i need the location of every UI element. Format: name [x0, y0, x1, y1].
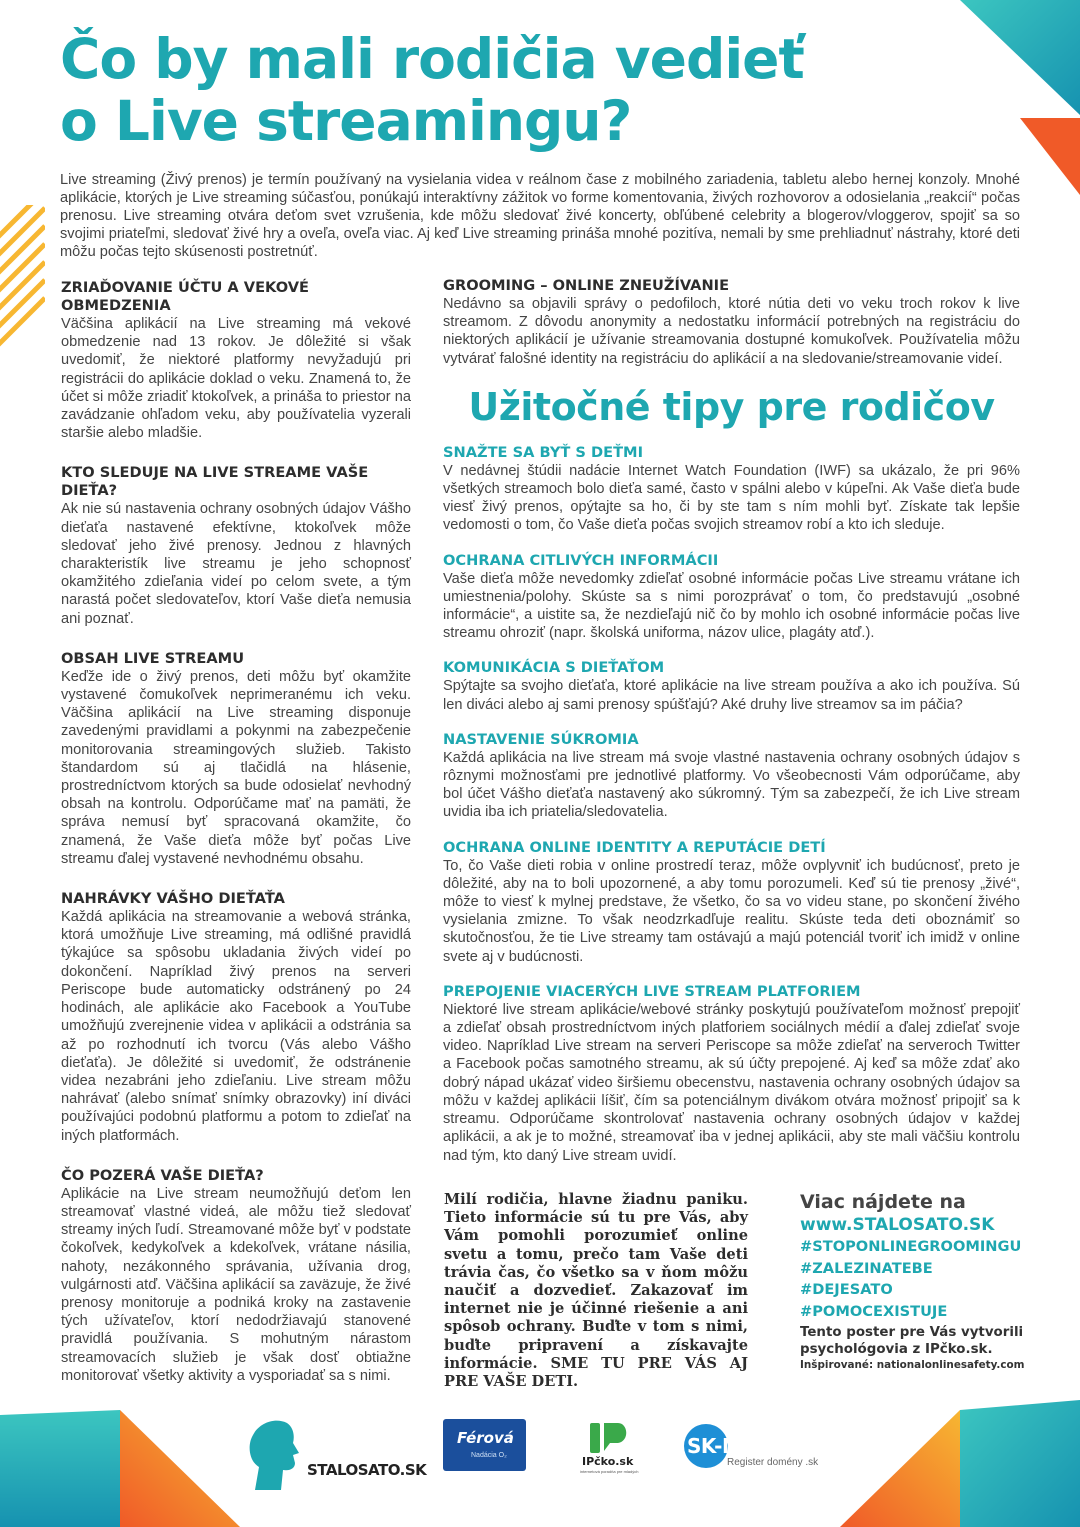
closing-message: Milí rodičia, hlavne žiadnu paniku. Tieto informácie sú tu pre Vás, aby Vám pomohli porozumieť online svetu a tomu, prečo tam Vaše deti trávia čas, čo všetko sa v ňom môžu naučiť a dozvedieť. Zakazovať im internet nie je účinné riešenie a ani spôsob ochrany. Buďte v tom s nimi, buďte pripravení a získavajte informácie. SME TU PRE VÁS AJ PRE VAŠE DETI.	[444, 1191, 748, 1391]
tip-communication	[443, 659, 1020, 713]
tip-heading: PREPOJENIE VIACERÝCH LIVE STREAM PLATFORIEM	[443, 982, 861, 1000]
sknic-logo[interactable]	[683, 1423, 833, 1473]
stalosato-logo[interactable]	[245, 1415, 427, 1490]
website-link[interactable]: www.STALOSATO.SK	[800, 1215, 995, 1235]
section-body: Každá aplikácia na streamovanie a webová stránka, ktorá umožňuje Live streaming, má odlišné pravidlá týkajúce sa spôsobu ukladania živých videí po dokončení. Napríklad živý prenos na serveri Periscope bude automaticky odstránený po 24 hodinách, ale aplikácie ako Facebook a YouTube umožňujú zverejnenie videa v aplikácii a odstránia sa až po rozhodnutí ich tvorcu (Vás alebo Vášho dieťaťa). Je dôležité si uvedomiť, že odstránenie videa nezabráni jeho zdieľaniu. Live stream môžu nahrávať (alebo snímať snímky obrazovky) iní diváci používajúci podobnú platformu a potom to zdieľať na iných platformách.	[61, 909, 411, 1144]
section-body: Väčšina aplikácií na Live streaming má vekové obmedzenie nad 13 rokov. Je dôležité si však uvedomiť, že niektoré platformy nevyžadujú pri registrácii do aplikácie doklad o veku. Znamená to, že účet si môže zriadiť ktokoľvek, a prináša to priestor na zavádzanie ohľadom veku, aby používatelia vyzerali staršie alebo mladšie.	[61, 316, 411, 442]
section-heading: NAHRÁVKY VÁŠHO DIEŤAŤA	[61, 890, 285, 908]
ipcko-logo-text: IPčko.sk	[582, 1455, 634, 1468]
section-heading: ČO POZERÁ VAŠE DIEŤA?	[61, 1166, 264, 1184]
more-info-block	[800, 1190, 1040, 1372]
tip-body: V nedávnej štúdii nadácie Internet Watch Foundation (IWF) sa ukázalo, že pri 96% všetkých streamoch bolo dieťa samé, často v spálni alebo v kúpeľni. Ak Vaše dieťa bude viesť živý prenos, opýtajte sa ho, či by ste tam s ním mohli byť. Získate tak lepšie vedomosti o tom, čo Vaše dieťa počas svojich streamov robí a kto ich sleduje.	[443, 462, 1020, 534]
tip-be-with-children	[443, 444, 1020, 535]
tip-heading: NASTAVENIE SÚKROMIA	[443, 730, 639, 748]
page-title	[60, 28, 960, 152]
tip-body: Spýtajte sa svojho dieťaťa, ktoré aplikácie na live stream používa a ako ich používa. Sú len diváci alebo aj sami prenosy spúšťajú? Aké druhy live streamov sa im páčia?	[443, 678, 1020, 713]
section-body: Keďže ide o živý prenos, deti môžu byť okamžite vystavené čomukoľvek neprimeranému ich veku. Väčšina aplikácií na Live streaming disponuje zavedenými pravidlami a pokynmi na zabezpečenie monitorovania streamingových služieb. Takisto štandardom sú aj tlačidlá na hlásenie, prostredníctvom ktorých sa bude odosielať nevhodný obsah na kontrolu. Odporúčame mať na pamäti, že správa nemusí byť spracovaná okamžite, čo znamená, že Vaše dieťa môže byť počas Live streamu ďalej vystavené nevhodnému obsahu.	[61, 668, 411, 867]
section-heading: KTO SLEDUJE NA LIVE STREAME VAŠE DIEŤA?	[61, 464, 369, 500]
section-body: Ak nie sú nastavenia ochrany osobných údajov Vášho dieťaťa nastavené efektívne, ktokoľvek môže sledovať jeho živé prenosy. Jednou z hlavných charakteristík live streamu je jeho schopnosť okamžitého zdieľania videí po celom svete, a tým narastá počet sledovateľov, ktorí Vaše dieťa nemusia ani poznať.	[61, 501, 411, 627]
tips-title: Užitočné tipy pre rodičov	[468, 384, 995, 429]
tip-body: To, čo Vaše dieti robia v online prostredí teraz, môže ovplyvniť ich budúcnosť, preto je dôležité, aby na to boli upozornené, a aby tomu porozumeli. Keď sú tie prenosy „živé“, môže to viesť k mylnej predstave, že všetko, čo sa vo videu stane, po skončení živého vysielania zmizne. To však neodzrkadľuje realitu. Skúste teda deti oboznámiť so skutočnosťou, že tie Live streamy tam ostávajú a majú potenciál tvoriť ich imidž v online svete aj v budúcnosti.	[443, 857, 1020, 965]
ipcko-logo[interactable]	[580, 1419, 640, 1477]
section-grooming	[443, 277, 1020, 368]
hashtag[interactable]: #POMOCEXISTUJE	[800, 1302, 948, 1320]
section-content	[61, 650, 411, 868]
right-column	[443, 277, 1020, 1182]
inspired-text: Inšpirované: nationalonlinesafety.com	[800, 1359, 1025, 1371]
stalosato-logo-text: STALOSATO.SK	[307, 1461, 427, 1479]
tip-heading: OCHRANA CITLIVÝCH INFORMÁCII	[443, 551, 719, 569]
title-line-1: Čo by mali rodičia vedieť	[60, 27, 804, 91]
section-heading: ZRIAĎOVANIE ÚČTU A VEKOVÉ OBMEDZENIA	[61, 279, 309, 314]
left-stripes-decoration	[0, 205, 45, 355]
section-body: Aplikácie na Live stream neumožňujú deťom len streamovať vlastné videá, ale môžu tiež sledovať streamy iných ľudí. Streamované môže byť v podstate čokoľvek, kedykoľvek a kdekoľvek, vrátane násilia, nahoty, nezákonného správania, užívania drog, vulgárnosti atď. Väčšina aplikácií sa zaväzuje, že živé prenosy monitoruje a podniká kroky na zastavenie tých užívateľov, ktorí nedodržiavajú stanovené pravidlá používania. S mohutným nárastom streamovacích služieb je však dosť obtiažne monitorovať všetky aktivity a vysporiadať sa s nimi.	[61, 1185, 411, 1384]
ipcko-mark-icon	[588, 1419, 632, 1453]
tip-heading: KOMUNIKÁCIA S DIEŤAŤOM	[443, 659, 665, 677]
tip-body: Každá aplikácia na live stream má svoje vlastné nastavenia ochrany osobných údajov s rôznymi možnosťami pre jednotlivé platformy. Vo všeobecnosti Vám odporúčame, aby bol účet Vášho dieťaťa nastavený ako súkromný. Tým sa zabezpečí, že ich Live stream uvidia iba ich priatelia/sledovatelia.	[443, 749, 1020, 821]
tip-privacy-settings	[443, 731, 1020, 822]
tip-body: Niektoré live stream aplikácie/webové stránky poskytujú používateľom možnosť prepojiť a zdieľať obsah prostredníctvom iných platforiem sociálnych médií a ďalej zdieľať svoje video. Napríklad Live stream na serveri Periscope sa môže zdieľať na serveroch Twitter a Facebook počas samotného streamu, ak sú účty prepojené. Aj keď sa môže zdať ako dobrý nápad ukázať video širšiemu obecenstvu, nastavenia ochrany osobných údajov sa môžu v každej aplikácii líšiť, čím sa potenciálnym divákom otvára možnosť pripojiť sa k streamu. Odporúčame skontrolovať nastavenia ochrany osobných údajov v každej aplikácii, a ak je to možné, streamovať iba v jednej aplikácii, aby ste mali väčšiu kontrolu nad tým, kto daný Live stream uvidí.	[443, 1001, 1020, 1164]
tip-linked-platforms	[443, 983, 1020, 1165]
more-info-label: Viac nájdete na	[800, 1191, 966, 1213]
ferova-logo-subtext: Nadácia O₂	[471, 1452, 507, 1459]
hashtag[interactable]: #ZALEZINATEBE	[800, 1259, 933, 1277]
section-what-watches	[61, 1167, 411, 1385]
head-profile-icon	[245, 1415, 300, 1490]
tip-sensitive-info	[443, 552, 1020, 643]
section-who-watches	[61, 464, 411, 627]
tip-body: Vaše dieťa môže nevedomky zdieľať osobné informácie počas Live streamu vrátane ich umiestnenia/polohy. Skúste sa s nimi porozprávať o tom, čo predstavujú „osobné informácie“, a uistite sa, že nezdieľajú nič čo by mohlo ich osobné informácie počas live streamu ohroziť (napr. školská uniforma, názov ulice, plagáty atď.).	[443, 570, 1020, 642]
ferova-logo[interactable]	[443, 1419, 526, 1471]
section-body: Nedávno sa objavili správy o pedofiloch, ktoré nútia deti vo veku troch rokov k live streamom. Z dôvodu anonymity a nedostatku informácií potrebných na registráciu do niektorých aplikácií je užívanie streamovania dostupné komukoľvek. Používatelia môžu vytvárať falošné identity na registráciu do aplikácií a na sledovanie/streamovanie videí.	[443, 296, 1020, 367]
left-column	[61, 279, 411, 1407]
partner-logos	[0, 1395, 1080, 1527]
intro-paragraph: Live streaming (Živý prenos) je termín používaný na vysielania videa v reálnom čase z mobilného zariadenia, tabletu alebo hernej konzoly. Mnohé aplikácie, ktorých je Live streaming súčasťou, ponúkajú interaktívny zážitok vo forme komentovania, živých rozhovorov a odosielania „reakcií“ počas prenosu. Live streaming otvára deťom svet vzrušenia, kde môžu sledovať živé koncerty, obľúbené celebrity a blogerov/vloggerov, spojiť sa so svojimi priateľmi, sledovať živé hry a oveľa, oveľa viac. Aj keď Live streaming prináša mnohé pozitíva, nemali by sme prehliadnuť nástrahy, ktoré deti môžu počas tejto skúsenosti postretnúť.	[60, 172, 1020, 260]
section-heading: OBSAH LIVE STREAMU	[61, 649, 245, 667]
hashtag[interactable]: #STOPONLINEGROOMINGU	[800, 1238, 1022, 1255]
tip-heading: SNAŽTE SA BYŤ S DEŤMI	[443, 443, 644, 461]
tip-online-identity	[443, 839, 1020, 966]
ferova-logo-text: Férová	[457, 1429, 514, 1447]
hashtag[interactable]: #DEJESATO	[800, 1281, 893, 1298]
ipcko-logo-subtext: internetová poradňa pre mladých	[580, 1469, 639, 1474]
section-recordings	[61, 890, 411, 1145]
tip-heading: OCHRANA ONLINE IDENTITY A REPUTÁCIE DETÍ	[443, 838, 826, 856]
sknic-logo-text: SK-NIC	[687, 1434, 760, 1458]
section-heading: GROOMING – ONLINE ZNEUŽÍVANIE	[443, 277, 730, 294]
section-account	[61, 279, 411, 442]
sknic-logo-subtext: Register domény .sk	[727, 1457, 819, 1468]
title-line-2: o Live streamingu?	[60, 89, 632, 153]
credit-text: Tento poster pre Vás vytvorili psychológovia z IPčko.sk.	[800, 1325, 1024, 1357]
